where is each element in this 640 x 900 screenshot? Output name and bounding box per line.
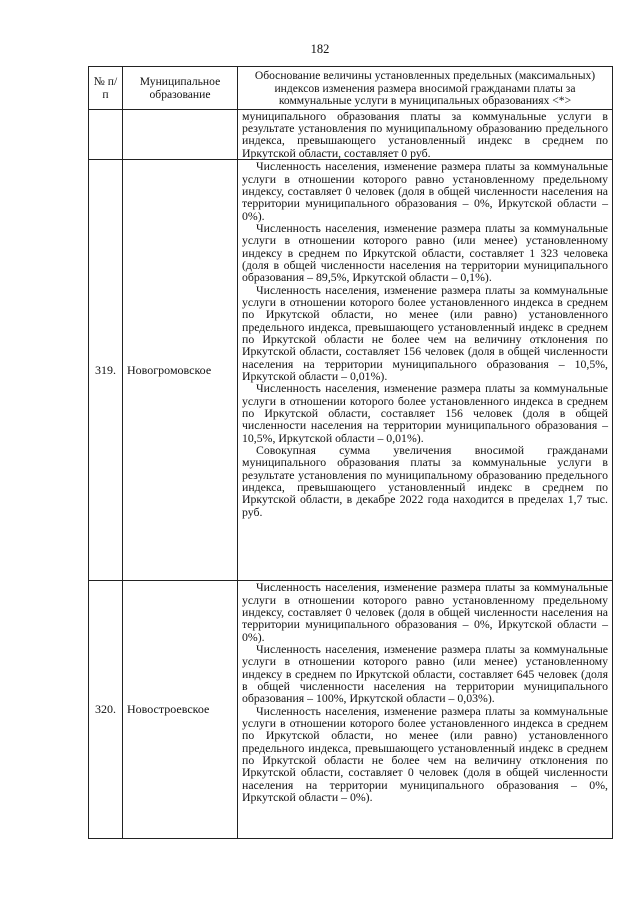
cell-justification [238,160,613,581]
paragraph: Совокупная сумма увеличения вносимой гражданами муниципального образования платы за коммунальные услуги в результате установления по муниципальному образованию предельного индекса, превышающего установленный индекс в среднем по Иркутской области, в декабре 2022 года находится в пределах 1,7 тыс. руб. [242,443,608,519]
paragraph: Численность населения, изменение размера платы за коммунальные услуги в отношении которого равно (или менее) установленному индексу в среднем по Иркутской области, составляет 645 человек (доля в общей численности населения на территории муниципального образования – 100%, Иркутской области – 0,03%). [242,641,608,706]
header-number: № п/п [89,67,123,110]
paragraph: муниципального образования платы за коммунальные услуги в результате установления по муниципальному образованию предельного индекса, превышающего установленный индекс в среднем по Иркутской области, составляет 0 руб. [242,108,608,160]
header-municipality: Муниципальное образование [123,67,238,110]
cell-number: 319. [89,160,123,581]
cell-justification [238,109,613,159]
paragraph: Численность населения, изменение размера платы за коммунальные услуги в отношении которого равно (или менее) установленному индексу в среднем по Иркутской области, составляет 1 323 человека (доля в общей численности населения на территории муниципального образования – 89,5%, Иркутской области – 0,1%). [242,220,608,285]
paragraph: Численность населения, изменение размера платы за коммунальные услуги в отношении которого равно установленному предельному индексу, составляет 0 человек (доля в общей численности населения на территории муниципального образования – 0%, Иркутской области – 0%). [242,159,608,223]
municipal-index-table [88,66,613,839]
cell-municipality: Новостроевское [123,581,238,839]
cell-number: 320. [89,581,123,839]
paragraph: Численность населения, изменение размера платы за коммунальные услуги в отношении которого более установленного индекса в среднем по Иркутской области, но менее (или равно) установленного предельного индекса, превышающего установленный индекс в среднем по Иркутской области не более чем на величину отклонения по Иркутской области, составляет 0 человек (доля в общей численности населения на территории муниципального образования – 0%, Иркутской области – 0%). [242,703,608,804]
cell-justification [238,581,613,839]
paragraph: Численность населения, изменение размера платы за коммунальные услуги в отношении которого равно установленному предельному индексу, составляет 0 человек (доля в общей численности населения на территории муниципального образования – 0%, Иркутской области – 0%). [242,580,608,644]
cell-municipality-empty [123,109,238,159]
cell-number-empty [89,109,123,159]
table-row-continuation [89,109,613,159]
table-header [89,67,613,110]
paragraph: Численность населения, изменение размера платы за коммунальные услуги в отношении которого более установленного индекса в среднем по Иркутской области, составляет 156 человек (доля в общей численности населения на территории муниципального образования – 10,5%, Иркутской области – 0,01%). [242,381,608,445]
page-number: 182 [310,42,330,56]
table-row [89,160,613,581]
header-justification: Обоснование величины установленных предельных (максимальных) индексов изменения размера вносимой гражданами платы за коммунальные услуги в муниципальных образованиях <*> [238,67,613,110]
paragraph: Численность населения, изменение размера платы за коммунальные услуги в отношении которого более установленного индекса в среднем по Иркутской области, но менее (или равно) установленного предельного индекса, превышающего установленный индекс в среднем по Иркутской области не более чем на величину отклонения по Иркутской области, составляет 156 человек (доля в общей численности населения на территории муниципального образования – 10,5%, Иркутской области – 0,01%). [242,282,608,383]
table-row [89,581,613,839]
cell-municipality: Новогромовское [123,160,238,581]
